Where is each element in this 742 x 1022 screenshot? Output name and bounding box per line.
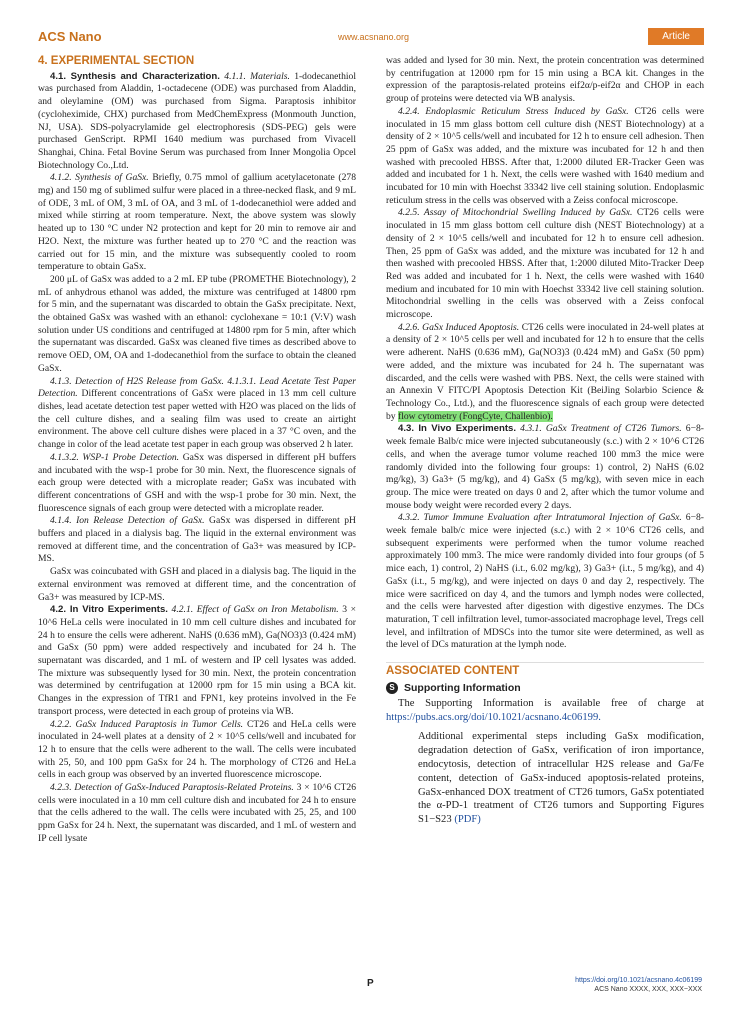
supporting-info-list: Additional experimental steps including GaSx modification, degradation detection of GaSx, verification of iron importance, endocytosis, detection of intracellular H2S release and Ga/Fe content, detection of GaSx-induced apoptosis-related proteins, GaSx-enhanced DOX treatment of CT26 tumors, GaSx potentiated the α-PD-1 treatment of CT26 tumors and Supporting Figures S1−S23 (PDF) (418, 731, 704, 826)
paragraph: 4.1.3. Detection of H2S Release from GaSx. 4.1.3.1. Lead Acetate Test Paper Detection. Different concentrations of GaSx were placed in 13 mm cell culture dishes, lead acetate detection test paper wetted with H2O was placed on the lids of the cell culture dishes, and a sealing film was used to create an airtight environment. The above cell culture dishes were placed in a 37 °C oven, and the change in color of the lead acetate test paper in each group was observed 2 h later. (38, 375, 356, 451)
journal-website[interactable]: www.acsnano.org (338, 32, 410, 42)
supporting-info-title: Supporting Information (404, 681, 521, 694)
left-column (38, 55, 356, 846)
article-type-badge: Article (648, 28, 704, 45)
supporting-info-heading (386, 682, 704, 695)
paragraph: 4.1.2. Synthesis of GaSx. Briefly, 0.75 mmol of gallium acetylacetonate (278 mg) and 150 mg of sublimed sulfur were placed in a three-necked flask, and 9 mL of ODE, 3 mL of OM, 3 mL of OA, and 3 mL of 1-dodecanethiol were added and mixed while stirring at room temperature. Next, the above system was slowly heated up to 130 °C under N2 protection and kept for 20 min to remove air and H2O. Next, the mixture was further heated up to 270 °C and the reaction was carried out for 15 min, and the mixture was subsequently cooled to room temperature to obtain GaSx. (38, 172, 356, 273)
page-number: P (367, 978, 374, 989)
paragraph: GaSx was coincubated with GSH and placed in a dialysis bag. The liquid in the external environment was removed at different time, and the concentration of Ga3+ was measured by ICP-MS. (38, 566, 356, 603)
right-column (386, 55, 704, 827)
paragraph: 4.1. Synthesis and Characterization. 4.1.1. Materials. 1-dodecanethiol was purchased from Aladdin, 1-octadecene (ODE) was purchased from Aladdin, and oleylamine (OM) was purchased from Sigma. Paraptosis inhibitor (cycloheximide, CHX) purchased from MedChemExpress (Monmouth Junction, NJ, USA). SDS-polyacrylamide gel electrophoresis (SDS-PEG) gels were purchased GenScript. RPMI 1640 medium was purchased from Vivacell Shanghai, China. Fetal Bovine Serum was purchased from Inner Mongolia Opcel Biotechnology Co.,Ltd. (38, 70, 356, 171)
paragraph: 4.2. In Vitro Experiments. 4.2.1. Effect of GaSx on Iron Metabolism. 3 × 10^6 HeLa cells were inoculated in 10 mm cell culture dishes and incubated for 24 h to ensure the cells were adherent. NaHS (0.636 mM), Ga(NO3)3 (0.424 mM) and GaSx (50 ppm) were added respectively and incubated for 24 h. The supernatant was discarded, and 1 mL of western and IP cell lysates was added. The mixture was subsequently lysed for 30 min. Next, the protein concentration was determined by centrifugation at 12000 rpm for 15 min using a BCA kit. Changes in the expression of TfR1 and FPN1, key proteins involved in the Fe transport process, were detected in each group of proteins via WB. (38, 604, 356, 717)
supporting-info-icon: S (386, 682, 398, 694)
supporting-info-text: The Supporting Information is available free of charge at https://pubs.acs.org/doi/10.1021/acsnano.4c06199. (386, 698, 704, 723)
supporting-info-link[interactable]: https://pubs.acs.org/doi/10.1021/acsnano.4c06199. (386, 711, 601, 723)
page-header (38, 28, 704, 48)
paragraph: 4.1.4. Ion Release Detection of GaSx. GaSx was dispersed in different pH buffers and placed in a dialysis bag. The liquid in the external environment was removed at different time, and the concentration of Ga3+ was measured by ICP-MS. (38, 515, 356, 565)
paragraph: 4.2.6. GaSx Induced Apoptosis. CT26 cells were inoculated in 24-well plates at a density of 2 × 10^5 cells per well and incubated for 12 h to ensure that the cells were adherent. NaHS (0.636 mM), Ga(NO3)3 (0.424 mM) and GaSx (50 ppm) were added, and the mixture was incubated for 24 h. The supernatant was discarded, and the cells were washed with PBS. Next, the cells were stained with an Annexin V FITC/PI Apoptosis Detection Kit (BeiJing Solarbio Science & Technology Co., Ltd.), and the fluorescence signals of each group were detected by flow cytometry (FongCyte, Challenbio). (386, 321, 705, 422)
paragraph: 4.2.2. GaSx Induced Paraptosis in Tumor Cells. CT26 and HeLa cells were inoculated in 24-well plates at a density of 2 × 10^5 cells/well and incubated for 12 h to ensure that the cells were adherent to the wall. The cells were incubated with 25, 50, and 100 ppm GaSx for 24 h. The morphology of CT26 and HeLa cells in each group was observed by an inverted fluorescence microscope. (38, 718, 356, 781)
pdf-link[interactable]: (PDF) (454, 814, 481, 826)
paragraph: 4.1.3.2. WSP-1 Probe Detection. GaSx was dispersed in different pH buffers and incubated with the wsp-1 probe for 30 min. Next, the fluorescence signals of each group were detected with a microplate reader; GaSx was incubated with different concentrations of GSH and with the wsp-1 probe for 30 min. Next, the fluorescence signals of each group were detected with a microplate reader. (38, 451, 357, 514)
page-footer (575, 976, 702, 994)
doi-link[interactable]: https://doi.org/10.1021/acsnano.4c06199 (575, 977, 702, 984)
paragraph: was added and lysed for 30 min. Next, the protein concentration was determined by centrifugation at 12000 rpm for 15 min using a BCA kit. Changes in the expression of the paraptosis-related proteins eif2α/p-eif2α and CHOP in each group of proteins were detected via WB analysis. (386, 55, 704, 105)
paragraph: 4.3. In Vivo Experiments. 4.3.1. GaSx Treatment of CT26 Tumors. 6−8-week female Balb/c mice were injected subcutaneously (s.c.) with 2 × 10^6 CT26 cells, and when the average tumor volume reached 100 mm3 the mice were randomly divided into the following four groups: 1) control, 2) NaHS (6.02 mg/kg), 3) Ga3+ (5 mg/kg), and 4) GaSx (5 mg/kg), with seven mice in each group. The mice were treated on days 0 and 2, after which the tumor volume and mouse body weight were recorded every 2 days. (386, 423, 704, 511)
highlighted-text: flow cytometry (FongCyte, Challenbio). (398, 410, 553, 422)
paragraph: 200 μL of GaSx was added to a 2 mL EP tube (PROMETHE Biotechnology), 2 mL of anhydrous ethanol was added, the mixture was centrifuged at 14800 rpm for 5 min, and the supernatant was discarded to obtain the GaSx precipitate. Next, the obtained GaSx was washed with an ethanol: cyclohexane = 10:1 (V:V) wash solution under US conditions and centrifuged at 14800 rpm for 5 min, after which the supernatant was discarded. GaSx was cleaned five times as described above to remove OED, OM, OA and 1-dodecanethiol from the surface to obtain the cleaned GaSx. (38, 273, 356, 374)
section-title: 4. EXPERIMENTAL SECTION (38, 55, 195, 67)
citation: ACS Nano XXXX, XXX, XXX−XXX (594, 986, 702, 993)
journal-name: ACS Nano (38, 29, 102, 44)
paragraph: 4.2.4. Endoplasmic Reticulum Stress Induced by GaSx. CT26 cells were inoculated in 15 mm glass bottom cell culture dish (NEST Biotechnology) at a density of 2 × 10^5 cells/well and incubated for 12 h to ensure cell adhesion. Then 25 ppm of GaSx was added, and the mixture was incubated for 12 h and then washed with precooled HBSS. After that, 1:2000 diluted ER-Tracker Geen was added and incubated for 1 h. Next, the cells were washed with 1640 medium and incubated for 10 min with Hoechst 33342 live cell staining solution. Endoplasmic reticulum stress in the cells was observed with a Zeiss confocal microscope. (386, 105, 705, 206)
associated-content-title: ASSOCIATED CONTENT (386, 662, 704, 678)
paragraph: 4.2.5. Assay of Mitochondrial Swelling Induced by GaSx. CT26 cells were inoculated in 15 mm glass bottom cell culture dish (NEST Biotechnology) at a density of 2 × 10^5 cells/well and incubated for 12 h to ensure cell adhesion. Then, 25 ppm of GaSx was added, and the mixture was incubated for 12 h and then washed with precooled HBSS. After that, 1:2000 diluted Mito-Tracker Deep Red was added and incubated for 1 h. Next, the cells were washed with 1640 medium and incubated for 10 min with Hoechst 33342 live cell staining solution. Mitochondrial swelling in the cells was observed with a Zeiss confocal microscope. (386, 207, 705, 321)
paragraph: 4.2.3. Detection of GaSx-Induced Paraptosis-Related Proteins. 3 × 10^6 CT26 cells were inoculated in a 10 mm cell culture dish and incubated for 24 h to ensure that the cells adhered to the wall. The cells were incubated with 25, 25, and 100 ppm GaSx for 24 h. Next, the supernatant was discarded, and 1 mL of western and IP cell lysate (38, 782, 357, 844)
paragraph: 4.3.2. Tumor Immune Evaluation after Intratumoral Injection of GaSx. 6−8-week female balb/c mice were injected (s.c.) with 2 × 10^6 CT26 cells, and subsequent experiments were performed when the tumor volume reached approximately 100 mm3. The mice were randomly divided into four groups (of 5 mice each, 1) control, 2) NaHS (i.t., 6.02 mg/kg), 3) Ga3+ (i.t., 5 mg/kg), and 4) GaSx (i.t., 5 mg/kg), and were injected on days 0 and day 2, respectively. The mice were sacrificed on day 4, and the tumors and lymph nodes were collected, and the cells were harvested after digestion with digestive enzymes. The DCs maturation, T cell infiltration level, tumor-associated macrophage level, Tregs cell level, and infiltration of MDSCs into the tumor site were determined, as well as the level of DCs maturation at the lymph node. (386, 512, 704, 651)
